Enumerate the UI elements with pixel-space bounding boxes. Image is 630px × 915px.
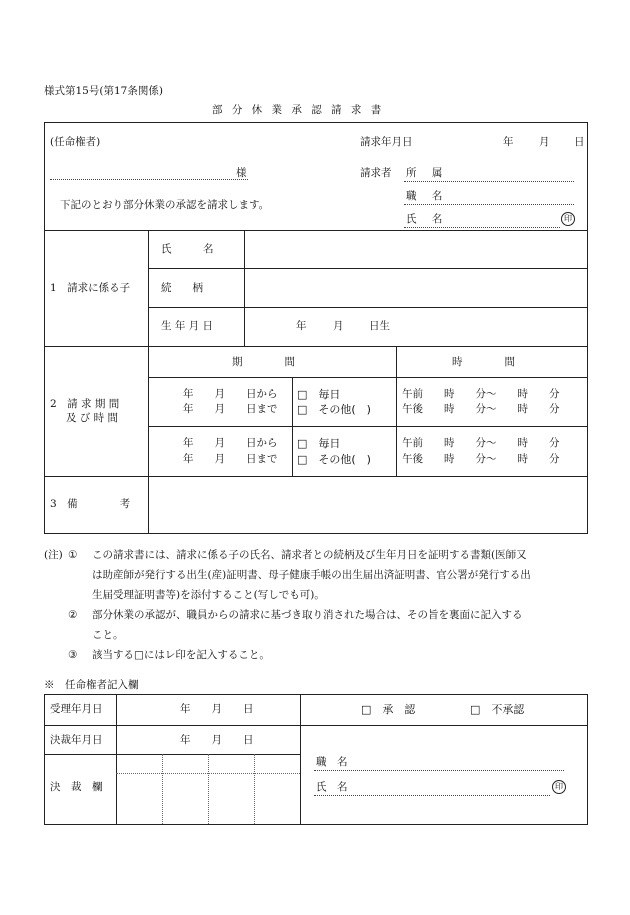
row1-time-am[interactable]: 午前 時 分～ 時 分 — [402, 388, 560, 400]
row1-date-from[interactable]: 年 月 日から — [183, 388, 278, 400]
section3-label: 3 備 考 — [50, 498, 131, 510]
form-number: 様式第15号(第17条関係) — [44, 85, 163, 97]
child-name-label: 氏 名 — [161, 243, 214, 255]
period-header: 期 間 — [232, 356, 295, 368]
request-month: 月 — [539, 136, 550, 148]
row2-date-from[interactable]: 年 月 日から — [183, 437, 278, 449]
section2-label-line1: 2 請 求 期 間 — [50, 398, 120, 410]
affiliation-label: 所 属 — [406, 167, 449, 179]
birth-day: 日生 — [369, 320, 390, 332]
note1-line3: 生届受理証明書等)を添付すること(写しでも可)。 — [92, 589, 325, 601]
row1-date-to[interactable]: 年 月 日まで — [183, 403, 278, 415]
note1-line2: は助産師が発行する出生(産)証明書、母子健康手帳の出生届出済証明書、官公署が発行する出 — [92, 569, 531, 581]
sama-label: 様 — [236, 167, 247, 179]
requester-name-label: 氏 名 — [406, 213, 449, 225]
appointer-position-field[interactable] — [314, 770, 564, 771]
request-date-label: 請求年月日 — [360, 136, 413, 148]
section2-label-line2: 及 び 時 間 — [66, 412, 119, 424]
row1-checkbox-daily[interactable]: □ 毎日 — [297, 388, 341, 401]
request-day: 日 — [574, 136, 585, 148]
request-year: 年 — [503, 136, 514, 148]
seal-icon: 印 — [561, 212, 575, 226]
row2-checkbox-daily[interactable]: □ 毎日 — [297, 437, 341, 450]
note3-line1: 該当する□にはレ印を記入すること。 — [92, 649, 270, 661]
child-name-field[interactable] — [246, 232, 586, 266]
appointer-label: (任命権者) — [50, 136, 101, 148]
note1-mark: ① — [68, 549, 78, 561]
received-date-value[interactable]: 年 月 日 — [180, 703, 254, 715]
appointer-section-heading: ※ 任命権者記入欄 — [44, 679, 139, 691]
approve-checkbox[interactable]: □ 承 認 — [361, 703, 416, 716]
row2-time-am[interactable]: 午前 時 分～ 時 分 — [402, 437, 560, 449]
note2-line1: 部分休業の承認が、職員からの請求に基づき取り消された場合は、その旨を裏面に記入する — [92, 609, 523, 621]
row1-time-pm[interactable]: 午後 時 分～ 時 分 — [402, 403, 560, 415]
received-date-label: 受理年月日 — [50, 703, 103, 715]
appointer-name-label: 氏 名 — [316, 781, 348, 793]
note1-line1: この請求書には、請求に係る子の氏名、請求者との続柄及び生年月日を証明する書類(医師又 — [92, 549, 527, 561]
requester-label: 請求者 — [360, 167, 392, 179]
row2-time-pm[interactable]: 午後 時 分～ 時 分 — [402, 453, 560, 465]
time-header: 時 間 — [452, 356, 515, 368]
decided-date-label: 決裁年月日 — [50, 734, 103, 746]
relation-field[interactable] — [246, 270, 586, 305]
notes-prefix: (注) — [44, 549, 63, 561]
approval-column-label: 決 裁 欄 — [50, 781, 103, 793]
row1-checkbox-other[interactable]: □ その他( ) — [297, 403, 371, 416]
birth-date-label: 生 年 月 日 — [161, 320, 214, 332]
requester-name-field[interactable] — [404, 227, 560, 228]
appointer-position-label: 職 名 — [316, 756, 348, 768]
remarks-field[interactable] — [150, 478, 586, 532]
decided-date-value[interactable]: 年 月 日 — [180, 734, 254, 746]
affiliation-field[interactable] — [404, 181, 574, 182]
section1-label: 1 請求に係る子 — [50, 282, 131, 294]
disapprove-checkbox[interactable]: □ 不承認 — [470, 703, 525, 716]
position-label: 職 名 — [406, 190, 449, 202]
request-statement: 下記のとおり部分休業の承認を請求します。 — [60, 199, 270, 211]
note2-mark: ② — [68, 609, 78, 621]
relation-label: 続 柄 — [161, 282, 203, 294]
appointer-name-line[interactable] — [50, 179, 248, 180]
row2-checkbox-other[interactable]: □ その他( ) — [297, 453, 371, 466]
position-field[interactable] — [404, 204, 574, 205]
note3-mark: ③ — [68, 649, 78, 661]
birth-month: 月 — [333, 320, 344, 332]
birth-year: 年 — [296, 320, 307, 332]
row2-date-to[interactable]: 年 月 日まで — [183, 453, 278, 465]
appointer-seal-icon: 印 — [552, 780, 566, 794]
form-title: 部 分 休 業 承 認 請 求 書 — [212, 104, 385, 116]
note2-line2: こと。 — [92, 629, 124, 641]
appointer-name-field[interactable] — [314, 795, 550, 796]
